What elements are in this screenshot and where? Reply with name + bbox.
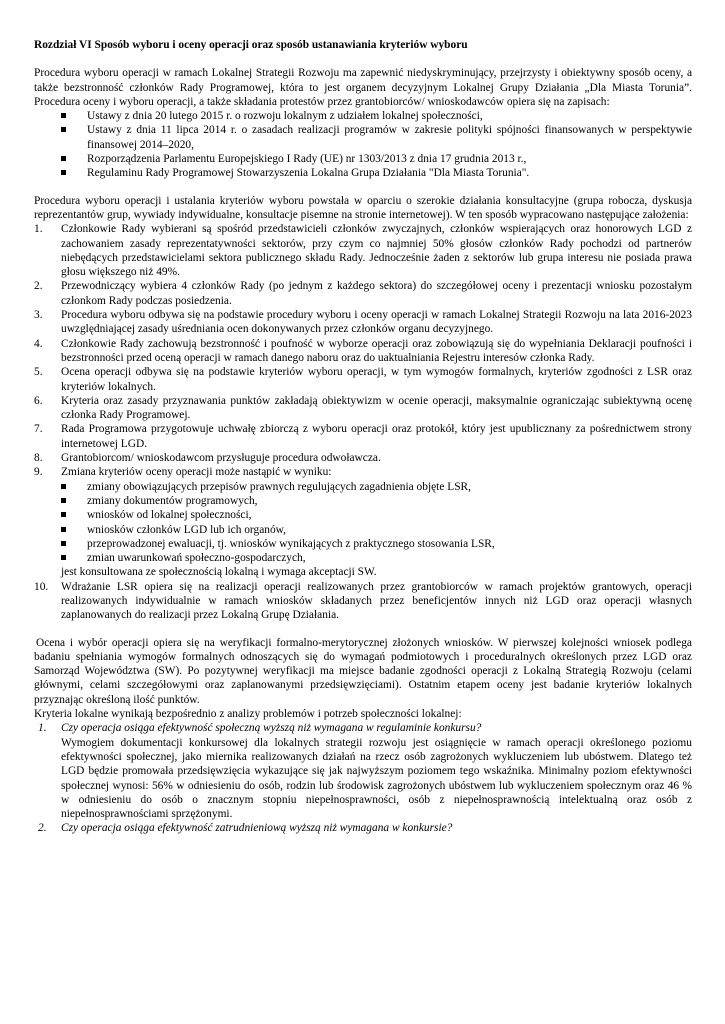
item-text: Wdrażanie LSR opiera się na realizacji operacji realizowanych przez grantobiorców w ramach projektów grantowych, operacji realizowanych indywidualnie w ramach wniosków składanych przez beneficjentów innych niż LGD oraz operacji własnych zaplanowanych do realizacji przez Lokalną Grupę Działania. (61, 580, 692, 622)
section-heading: Rozdział VI Sposób wyboru i oceny operacji oraz sposób ustanawiania kryteriów wyboru (34, 39, 468, 51)
consultation-paragraph: Procedura wyboru operacji i ustalania kryteriów wyboru powstała w oparciu o szerokie działania konsultacyjne (grupa robocza, dyskusja reprezentantów grup, wywiady indywidualne, konsultacje pisemne na stronie internetowej). W ten sposób wypracowano następujące założenia: (34, 194, 692, 221)
list-item: Rozporządzenia Parlamentu Europejskiego I Rady (UE) nr 1303/2013 z dnia 17 grudnia 2013 r., (87, 152, 692, 166)
item-number: 1. (38, 722, 47, 735)
criterion-question: Czy operacja osiąga efektywność zatrudnieniową wyższą niż wymagana w konkursie? (61, 822, 453, 835)
list-item: zmiany obowiązujących przepisów prawnych regulujących zagadnienia objęte LSR, (87, 480, 692, 494)
item-text: Rada Programowa przygotowuje uchwałę zbiorczą z wyboru operacji oraz protokół, który jest upublicznany za pośrednictwem strony internetowej LGD. (61, 423, 692, 450)
document-page (34, 38, 692, 836)
item-number: 6. (34, 394, 43, 407)
item-number: 5. (34, 366, 43, 379)
item-text: Grantobiorcom/ wnioskodawcom przysługuje procedura odwoławcza. (61, 452, 381, 465)
list-item (38, 821, 692, 835)
item-text: Zmiana kryteriów oceny operacji może nastąpić w wyniku: (61, 466, 332, 479)
criterion-description: Wymogiem dokumentacji konkursowej dla lokalnych strategii rozwoju jest osiągnięcie w ramach operacji określonego poziomu efektywności społecznej, jako miernika realizowanych działań na rzecz osób zagrożonych wykluczeniem lub ubóstwem. Dlatego też LGD będzie promowała przedsięwzięcia wykazujące się jak najwyższym poziomem tego wskaźnika. Minimalny poziom efektywności społecznej wynosi: 56% w odniesieniu do osób, rodzin lub środowisk zagrożonych ubóstwem lub wykluczeniem społecznym oraz 46 % w odniesieniu do osób o znacznym stopniu niepełnosprawności, osób z niepełnosprawnością intelektualną oraz osób z niepełnosprawnościami sprzężonymi. (61, 736, 692, 821)
criterion-question: Czy operacja osiąga efektywność społeczną wyższą niż wymagana w regulaminie konkursu? (61, 722, 482, 735)
item-text: Przewodniczący wybiera 4 członków Rady (po jednym z każdego sektora) do szczegółowej oceny i prezentacji wniosku pozostałym członkom Rady podczas posiedzenia. (61, 280, 692, 307)
list-item: zmian uwarunkowań społeczno-gospodarczych, (87, 551, 692, 565)
item-number: 2. (38, 822, 47, 835)
item-number: 7. (34, 423, 43, 436)
item-text: Kryteria oraz zasady przyznawania punktów zakładają obiektywizm w ocenie operacji, maksymalnie ograniczając subiektywną ocenę członka Rady Programowej. (61, 394, 692, 422)
list-item (38, 721, 692, 821)
list-item: Ustawy z dnia 11 lipca 2014 r. o zasadach realizacji programów w zakresie polityki spójności finansowanych w perspektywie finansowej 2014–2020, (87, 124, 692, 151)
list-item: Ustawy z dnia 20 lutego 2015 r. o rozwoju lokalnym z udziałem lokalnej społeczności, (87, 109, 692, 123)
list-item (34, 222, 692, 279)
item-number: 3. (34, 309, 43, 322)
list-item: zmiany dokumentów programowych, (87, 494, 692, 508)
list-item (34, 422, 692, 451)
item-text: Członkowie Rady wybierani są spośród przedstawicieli członków zwyczajnych, członków wspierających oraz honorowych LGD z zachowaniem zasady reprezentatywności sektorów, przy czym co najmniej 50% głosów członków Rady pochodzi od partnerów niebędących przedstawicielami sektora publicznego składu Rady. Jednocześnie żaden z sektorów lub grupa interesu nie posiada prawa głosu większego niż 49%. (61, 223, 692, 279)
item-text: Procedura wyboru odbywa się na podstawie procedury wyboru i oceny operacji w ramach Lokalnej Strategii Rozwoju na lata 2016-2023 uwzględniającej zasady uśredniania ocen dokonywanych przez członków organu decyzyjnego. (61, 309, 692, 336)
item-tail-text: jest konsultowana ze społecznością lokalną i wymaga akceptacji SW. (61, 566, 377, 579)
local-criteria-intro: Kryteria lokalne wynikają bezpośrednio z analizy problemów i potrzeb społeczności lokalnej: (34, 708, 462, 721)
item-number: 8. (34, 452, 43, 465)
list-item: Regulaminu Rady Programowej Stowarzyszenia Lokalna Grupa Działania "Dla Miasta Torunia". (87, 166, 692, 180)
list-item (34, 365, 692, 394)
principles-list (34, 222, 692, 622)
list-item (34, 394, 692, 423)
list-item: wniosków od lokalnej społeczności, (87, 508, 692, 522)
list-item (34, 308, 692, 337)
item-text: Członkowie Rady zachowują bezstronność i poufność w wyborze operacji oraz zobowiązują się do wypełniania Deklaracji poufności i bezstronności przed oceną operacji w ramach danego naboru oraz do uaktualniania Rejestru interesów członka Rady. (61, 337, 692, 364)
item-number: 9. (34, 466, 43, 479)
list-item: przeprowadzonej ewaluacji, tj. wniosków wynikających z praktycznego stosowania LSR, (87, 537, 692, 551)
item-number: 10. (34, 580, 49, 593)
list-item (34, 451, 692, 465)
list-item (34, 279, 692, 308)
list-item (34, 465, 692, 579)
item-text: Ocena operacji odbywa się na podstawie kryteriów wyboru operacji, w tym wymogów formalnych, kryteriów zgodności z LSR oraz kryteriów lokalnych. (61, 366, 692, 393)
local-criteria-list (34, 721, 692, 835)
list-item: wniosków członków LGD lub ich organów, (87, 523, 692, 537)
list-item (34, 337, 692, 366)
item-number: 1. (34, 223, 43, 236)
item-number: 4. (34, 337, 43, 350)
criteria-change-reasons (61, 480, 692, 566)
legal-bases-list (34, 109, 692, 180)
assessment-paragraph: Ocena i wybór operacji opiera się na weryfikacji formalno-merytorycznej złożonych wniosków. W pierwszej kolejności wniosek podlega badaniu spełniania wymogów formalnych odnoszących się do wymagań podmiotowych i proceduralnych określonych przez LGD oraz Samorząd Województwa (SW). Po pozytywnej weryfikacji ma miejsce badanie zgodności operacji z Lokalną Strategią Rozwoju (celami głównymi, celami szczegółowymi oraz zaplanowanymi przedsięwzięciami). Ostatnim etapem oceny jest badanie kryteriów lokalnych przyznając określoną ilość punktów. (34, 636, 692, 706)
list-item (34, 580, 692, 623)
item-number: 2. (34, 280, 43, 293)
intro-paragraph: Procedura wyboru operacji w ramach Lokalnej Strategii Rozwoju ma zapewnić niedyskryminujący, przejrzysty i obiektywny sposób oceny, a także bezstronność członków Rady Programowej, która to jest organem decyzyjnym Lokalnej Grupy Działania „Dla Miasta Torunia”. Procedura oceny i wyboru operacji, a także składania protestów przez grantobiorców/ wnioskodawców opiera się na zapisach: (34, 67, 692, 108)
